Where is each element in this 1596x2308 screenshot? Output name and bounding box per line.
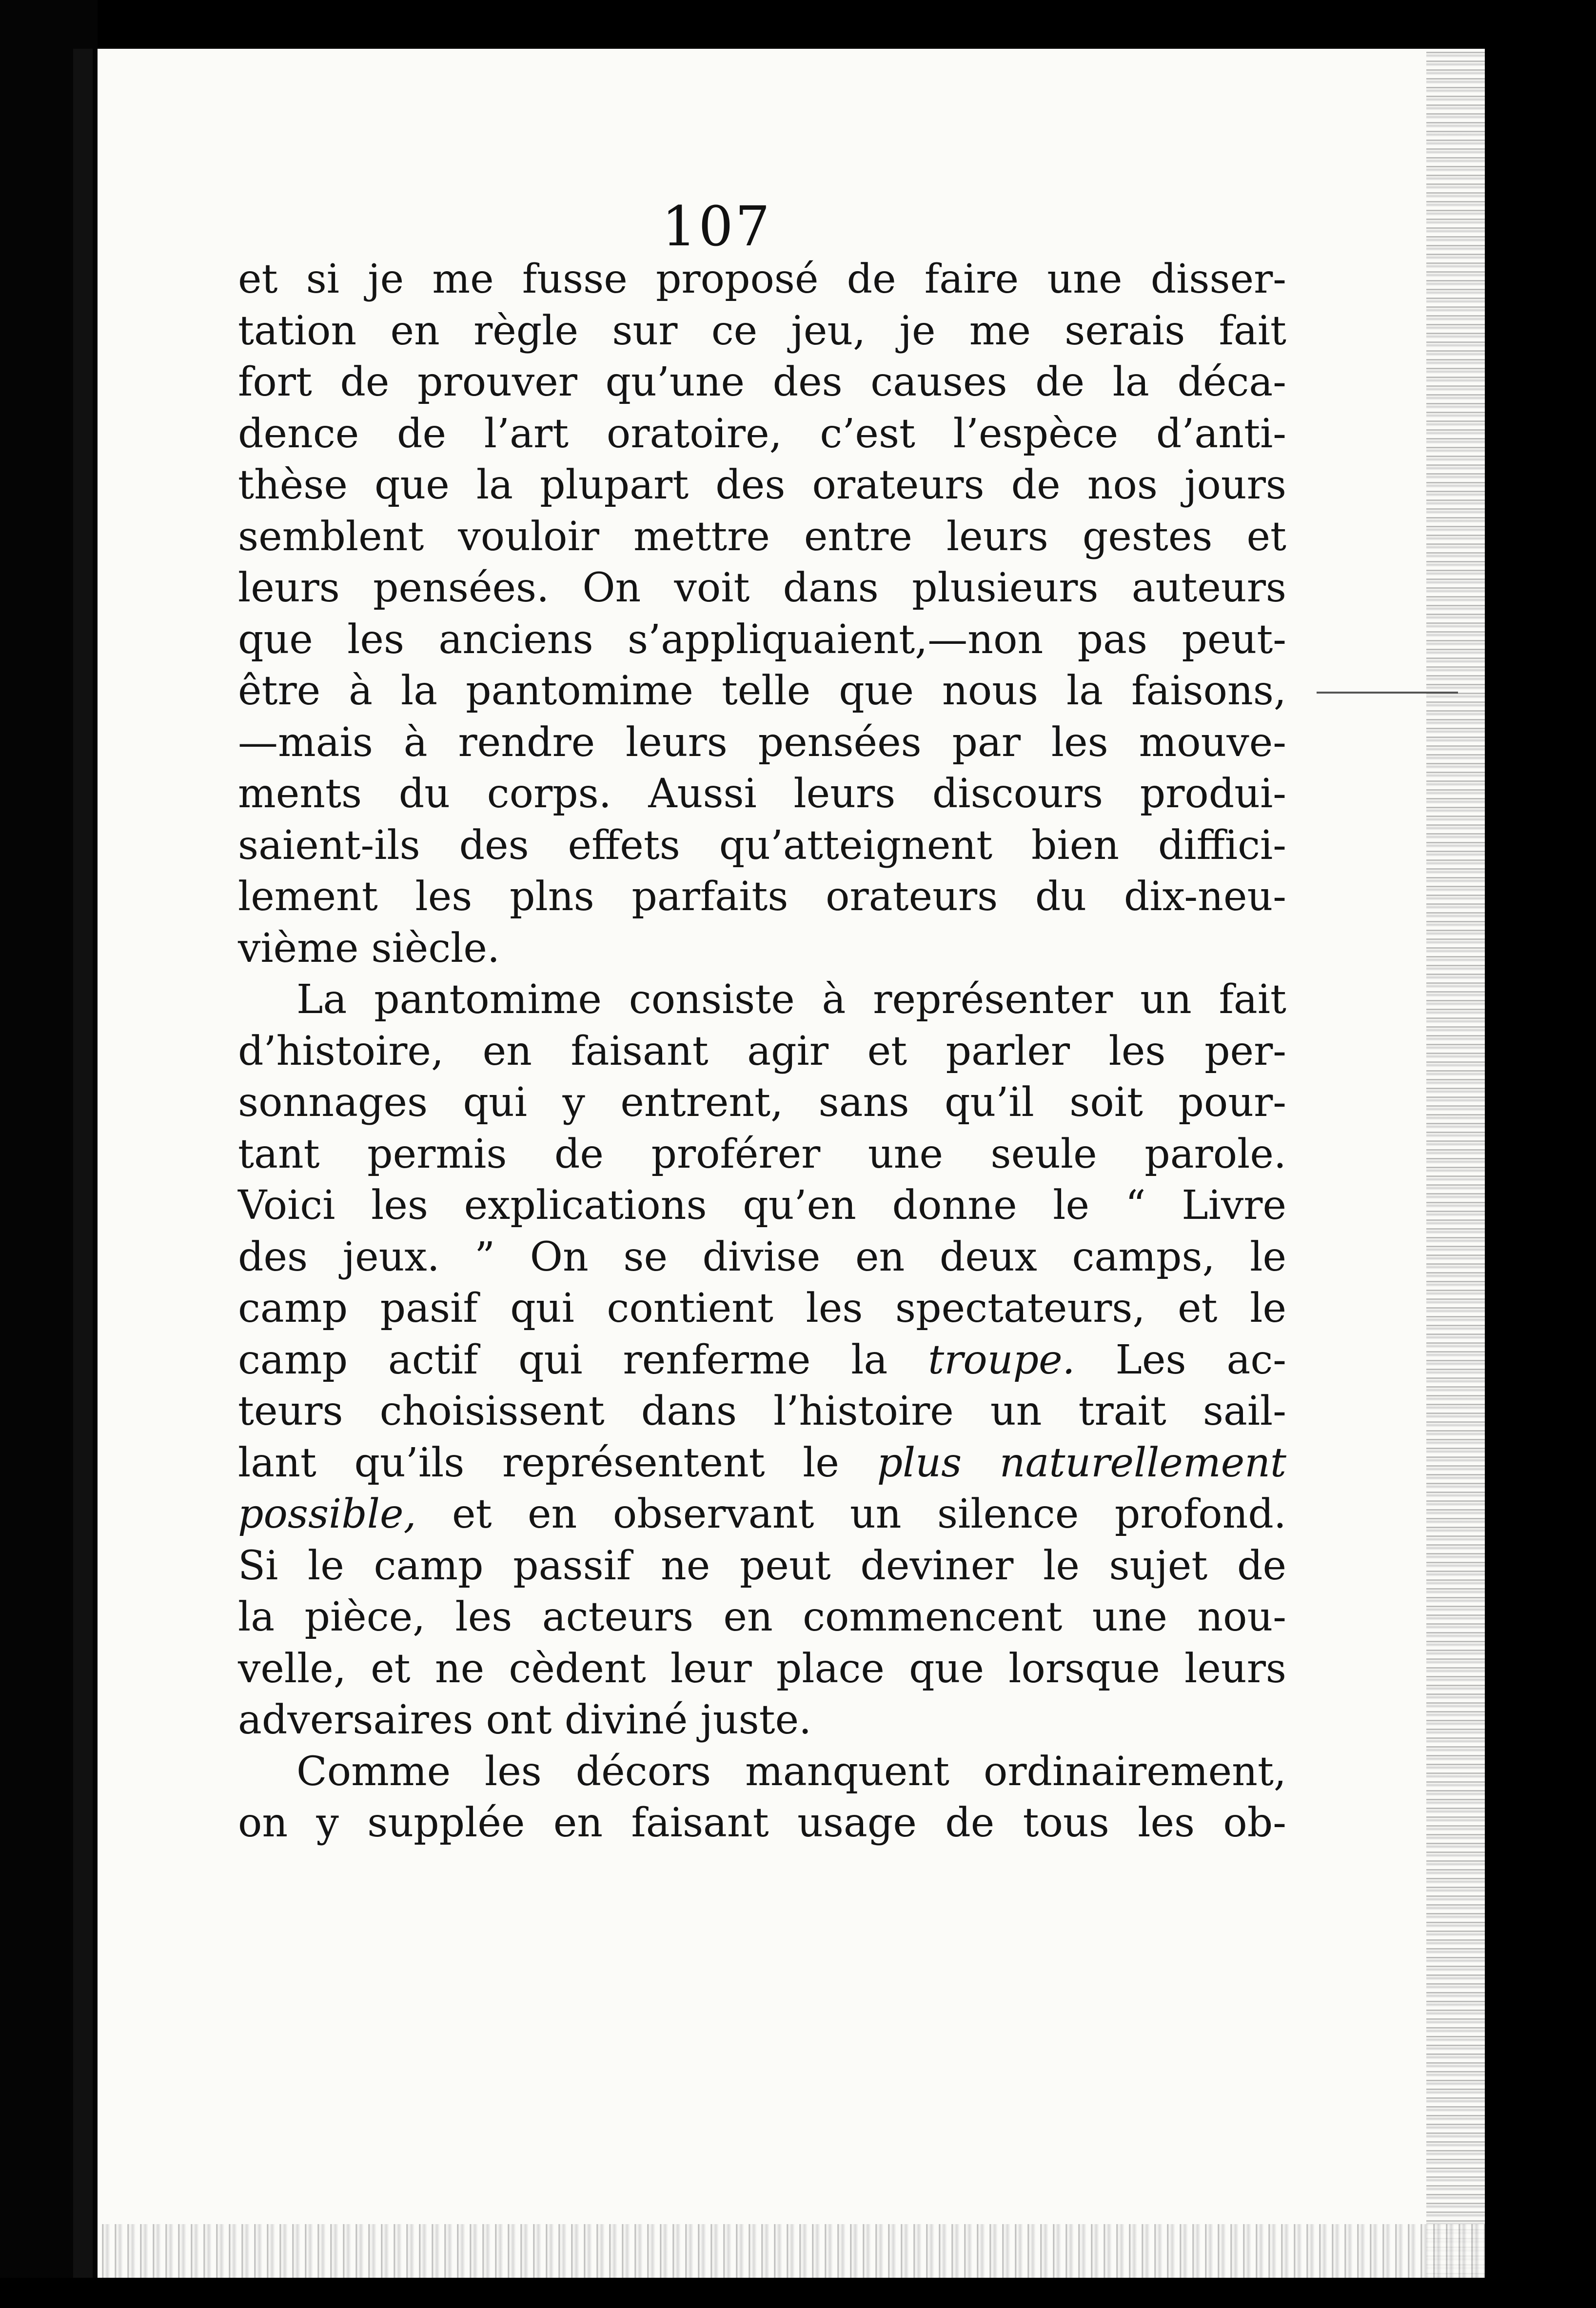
paragraph-1 (238, 254, 1286, 974)
text-line: velle, et ne cèdent leur place que lorsque leurs (238, 1645, 1286, 1692)
text-line: fort de prouver qu’une des causes de la déca- (238, 359, 1286, 405)
book-spine-shadow (73, 49, 93, 2292)
paragraph-3 (238, 1746, 1286, 1849)
scan-border-right (1485, 0, 1596, 2308)
text-line: Voici les explications qu’en donne le “ Livre (238, 1182, 1286, 1229)
text-line: semblent vouloir mettre entre leurs gestes et (238, 513, 1286, 560)
text-line: tant permis de proférer une seule parole. (238, 1131, 1286, 1177)
scan-border-top (0, 0, 1596, 49)
text-run: lant qu’ils représentent le (238, 1439, 877, 1486)
text-run: et en observant un silence profond. (416, 1491, 1286, 1537)
text-line: et si je me fusse proposé de faire une disser- (238, 256, 1286, 302)
text-line: ments du corps. Aussi leurs discours produi- (238, 771, 1286, 817)
text-line: tation en règle sur ce jeu, je me serais fait (238, 307, 1286, 354)
text-line: camp pasif qui contient les spectateurs, et le (238, 1285, 1286, 1332)
text-line: sonnages qui y entrent, sans qu’il soit pour- (238, 1079, 1286, 1126)
text-run: Les ac- (1075, 1336, 1286, 1383)
text-line: des jeux. ” On se divise en deux camps, le (238, 1234, 1286, 1280)
italic-term: plus naturellement (877, 1439, 1286, 1486)
text-line: Comme les décors manquent ordinairement, (296, 1748, 1286, 1795)
stray-print-mark (1317, 692, 1458, 694)
text-line: thèse que la plupart des orateurs de nos jours (238, 462, 1286, 508)
page-edge-speckle-bottom (98, 2224, 1485, 2278)
text-line (238, 1437, 1286, 1489)
text-line: on y supplée en faisant usage de tous les ob- (238, 1800, 1286, 1846)
text-line: teurs choisissent dans l’histoire un trait sail- (238, 1388, 1286, 1434)
text-line (238, 1489, 1286, 1540)
text-line (238, 1334, 1286, 1386)
text-line: lement les plns parfaits orateurs du dix-neu- (238, 874, 1286, 920)
body-text (238, 254, 1286, 1849)
text-line: La pantomime consiste à représenter un fait (296, 976, 1286, 1023)
text-line: leurs pensées. On voit dans plusieurs auteurs (238, 565, 1286, 611)
scan-border-bottom (0, 2278, 1596, 2308)
text-line: que les anciens s’appliquaient,—non pas peut- (238, 616, 1286, 663)
text-line: Si le camp passif ne peut deviner le sujet de (238, 1542, 1286, 1589)
text-run: camp actif qui renferme la (238, 1336, 928, 1383)
italic-term: troupe. (928, 1336, 1075, 1383)
text-line: la pièce, les acteurs en commencent une nou- (238, 1594, 1286, 1640)
page-edge-speckle-right (1426, 49, 1485, 2278)
text-line: saient-ils des effets qu’atteignent bien diffici- (238, 822, 1286, 869)
paragraph-2 (238, 974, 1286, 1746)
text-line: d’histoire, en faisant agir et parler les per- (238, 1028, 1286, 1074)
text-line: être à la pantomime telle que nous la faisons, (238, 668, 1286, 714)
text-line: adversaires ont diviné juste. (238, 1697, 812, 1743)
text-line: vième siècle. (238, 925, 500, 972)
italic-term: possible, (238, 1491, 416, 1537)
page-number: 107 (662, 195, 772, 259)
text-line: dence de l’art oratoire, c’est l’espèce d’anti- (238, 410, 1286, 457)
text-line: —mais à rendre leurs pensées par les mouve- (238, 719, 1286, 766)
